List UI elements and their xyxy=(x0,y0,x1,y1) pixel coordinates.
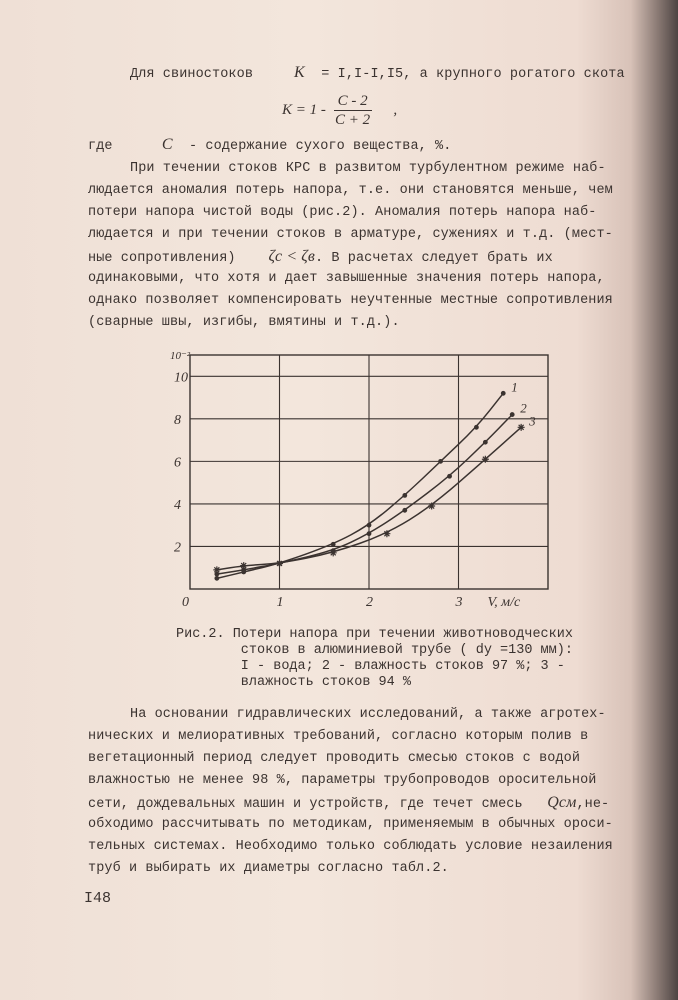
data-point-3 xyxy=(276,560,283,567)
y-axis-label: 10⁻² xyxy=(170,350,191,362)
data-point-2 xyxy=(447,474,452,479)
x-tick-label: 0 xyxy=(182,595,189,610)
data-point-3 xyxy=(383,530,390,537)
p1-line: (сварные швы, изгибы, вмятины и т.д.). xyxy=(88,315,400,330)
symbol-k: K xyxy=(294,64,305,81)
y-tick-label: 6 xyxy=(174,455,181,471)
data-point-3 xyxy=(428,503,435,510)
symbol-c: C xyxy=(161,136,173,153)
data-point-2 xyxy=(402,508,407,513)
text-fragment: Для свиностоков xyxy=(130,67,254,82)
data-point-3 xyxy=(518,424,525,431)
p1-line: потери напора чистой воды (рис.2). Аномалия потерь напора наб- xyxy=(88,205,597,220)
caption-line: Рис.2. Потери напора при течении животноводческих xyxy=(176,627,573,642)
text-line-1 xyxy=(130,64,625,84)
page-number: I48 xyxy=(84,890,112,907)
figure-caption xyxy=(176,627,573,691)
data-point-1 xyxy=(474,425,479,430)
data-point-3 xyxy=(240,562,247,569)
p2-line: На основании гидравлических исследований, а также агротех- xyxy=(130,707,606,722)
data-point-1 xyxy=(367,523,372,528)
caption-line: I - вода; 2 - влажность стоков 97 %; 3 - xyxy=(176,659,565,674)
formula-left: K = 1 - xyxy=(282,101,326,118)
chart-labels xyxy=(170,350,536,610)
data-point-1 xyxy=(402,493,407,498)
series-label-1: 1 xyxy=(511,379,518,395)
text-fragment: ные сопротивления) xyxy=(88,251,236,266)
series-label-2: 2 xyxy=(520,400,527,416)
data-point-2 xyxy=(367,531,372,536)
p1-line: одинаковыми, что хотя и дает завышенные значения потерь напора, xyxy=(88,271,605,286)
data-point-3 xyxy=(330,549,337,556)
y-tick-label: 10 xyxy=(174,370,188,386)
series-label-3: 3 xyxy=(529,413,536,429)
data-point-3 xyxy=(213,566,220,573)
series-curve-2 xyxy=(217,415,512,575)
data-point-2 xyxy=(483,440,488,445)
p1-line xyxy=(88,248,553,268)
symbol-q-sm: Qсм xyxy=(547,794,577,811)
formula-denominator: C + 2 xyxy=(335,112,371,128)
x-tick-label: 3 xyxy=(455,595,463,610)
data-point-1 xyxy=(331,542,336,547)
x-axis-label: V, м/с xyxy=(487,595,521,610)
formula-k xyxy=(282,92,397,129)
p2-line: труб и выбирать их диаметры согласно табл.2. xyxy=(88,861,449,876)
inequality-symbol: ζc < ζв xyxy=(268,248,315,265)
p2-line: вегетационный период следует проводить смесью стоков с водой xyxy=(88,751,581,766)
data-point-1 xyxy=(214,576,219,581)
text-fragment: . В расчетах следует брать их xyxy=(314,251,553,266)
p2-line: нических и мелиоративных требований, согласно которым полив в xyxy=(88,729,589,744)
text-line-3 xyxy=(88,136,451,156)
formula-fraction xyxy=(334,92,372,129)
y-tick-label: 4 xyxy=(174,497,181,513)
chart-grid xyxy=(190,355,548,589)
text-fragment: - содержание сухого вещества, %. xyxy=(189,139,452,154)
formula-tail: , xyxy=(393,101,398,118)
formula-numerator: C - 2 xyxy=(334,92,372,111)
p1-line: людается и при течении стоков в арматуре, сужениях и т.д. (мест- xyxy=(88,227,613,242)
p2-line xyxy=(88,794,609,814)
text-fragment: ,не- xyxy=(576,797,610,812)
x-tick-label: 2 xyxy=(366,595,373,610)
data-point-3 xyxy=(482,456,489,463)
p2-line: влажностью не менее 98 %, параметры трубопроводов оросительной xyxy=(88,773,597,788)
y-tick-label: 8 xyxy=(174,412,181,428)
data-point-1 xyxy=(501,391,506,396)
p2-line: тельных системах. Необходимо только соблюдать условие незаиления xyxy=(88,839,613,854)
p1-line: При течении стоков КРС в развитом турбулентном режиме наб- xyxy=(130,161,606,176)
p1-line: однако позволяет компенсировать неучтенные местные сопротивления xyxy=(88,293,613,308)
text-fragment: где xyxy=(88,139,113,154)
p1-line: людается аномалия потерь напора, т.е. они становятся меньше, чем xyxy=(88,183,613,198)
x-tick-label: 1 xyxy=(276,595,284,610)
caption-line: влажность стоков 94 % xyxy=(176,675,411,690)
text-fragment: = I,I-I,I5, а крупного рогатого скота xyxy=(321,67,625,82)
data-point-2 xyxy=(510,412,515,417)
caption-line: стоков в алюминиевой трубе ( dy =130 мм): xyxy=(176,643,573,658)
data-point-1 xyxy=(438,459,443,464)
text-fragment: сети, дождевальных машин и устройств, где течет смесь xyxy=(88,797,523,812)
head-loss-chart xyxy=(140,345,570,610)
series-curve-1 xyxy=(217,393,503,578)
y-tick-label: 2 xyxy=(174,540,181,556)
p2-line: обходимо рассчитывать по методикам, применяемым в обычных ороси- xyxy=(88,817,613,832)
